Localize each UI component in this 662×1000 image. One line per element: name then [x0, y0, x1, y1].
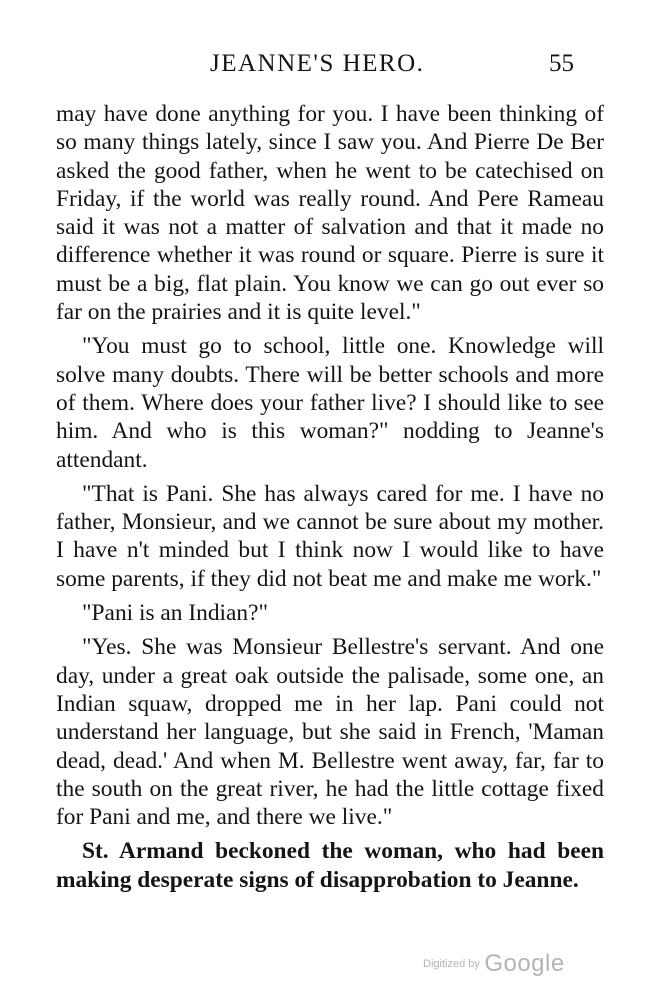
body-text [56, 100, 604, 894]
watermark-prefix: Digitized by [423, 958, 480, 970]
paragraph: "That is Pani. She has always cared for me. I have no father, Monsieur, and we cannot be sure about my mother. I have n't minded but I think now I would like to have some parents, if they did not beat me and make me work." [56, 480, 604, 592]
paragraph: "You must go to school, little one. Knowledge will solve many doubts. There will be better schools and more of them. Where does your father live? I should like to see him. And who is this woman?" nodding to Jeanne's attendant. [56, 333, 604, 473]
digitized-watermark [423, 950, 565, 978]
page-header [0, 50, 662, 90]
page-number: 55 [549, 50, 574, 77]
paragraph: St. Armand beckoned the woman, who had been making desperate signs of disapprobation to Jeanne. [56, 838, 604, 893]
paragraph-continued: may have done anything for you. I have been thinking of so many things lately, since I saw you. And Pierre De Ber asked the good father, when he went to be catechised on Friday, if the world was really round. And Pere Rameau said it was not a matter of salvation and that it made no difference whether it was round or square. Pierre is sure it must be a big, flat plain. You know we can go out ever so far on the prairies and it is quite level." [56, 101, 604, 326]
paragraph: "Yes. She was Monsieur Bellestre's servant. And one day, under a great oak outside the palisade, some one, an Indian squaw, dropped me in her lap. Pani could not understand her language, but she said in French, 'Maman dead, dead.' And when M. Bellestre went away, far, far to the south on the great river, he had the little cottage fixed for Pani and me, and there we live." [56, 634, 604, 831]
running-head: JEANNE'S HERO. [210, 50, 425, 77]
paragraph: "Pani is an Indian?" [82, 600, 269, 627]
google-logo: Google [484, 950, 565, 977]
